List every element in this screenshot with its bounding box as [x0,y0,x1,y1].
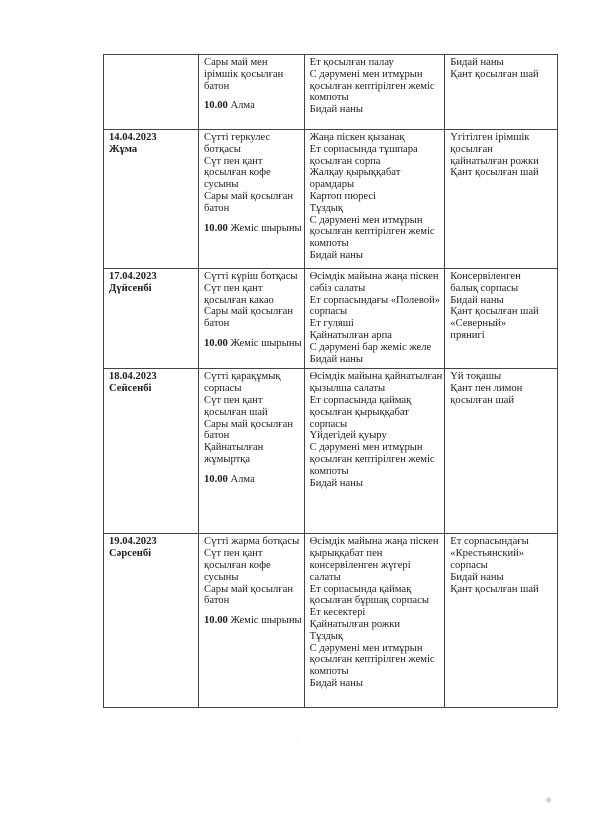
lunch-item: Қайнатылған арпа [309,329,392,341]
row-weekday: Дүйсенбі [109,282,152,294]
lunch-item: қосылған кептірілген жеміс [309,226,435,238]
row-date: 17.04.2023 [109,271,157,282]
lunch-item: компоты [309,238,349,250]
scan-speck: ❖ [545,796,553,805]
lunch-item: компоты [309,465,349,477]
snack-line [204,474,302,486]
lunch-item: Ет сорпасындағы «Полевой» [309,294,441,306]
lunch-item: қырыққабат пен [309,548,383,560]
lunch-item: қосылған сорпа [309,155,381,167]
breakfast-cell [199,55,305,130]
lunch-item: Өсімдік майына жаңа піскен [309,536,439,548]
breakfast-item: Сүтті күріш ботқасы [204,271,298,282]
lunch-item: Өсімдік майына жаңа піскен [309,271,439,282]
lunch-item: Жалқау қырыққабат [309,167,401,179]
lunch-item: Бидай наны [309,677,363,689]
snack-line [204,615,302,627]
dinner-item: Үгітілген ірімшік [450,132,530,143]
lunch-item: С дәрумені бар жеміс желе [309,341,432,353]
breakfast-item: сусыны [204,179,239,191]
breakfast-item: Сары май қосылған [204,418,294,430]
lunch-item: Бидай наны [309,353,363,365]
row-weekday: Жұма [109,143,138,155]
lunch-item: компоты [309,92,349,104]
dinner-item: Қант қосылған шай [450,167,539,179]
row-date: 14.04.2023 [109,132,157,143]
breakfast-cell [199,130,305,269]
snack-item: Жеміс шырыны [230,615,302,627]
dinner-item: «Крестьянский» [450,548,525,560]
lunch-item: салаты [309,571,341,583]
lunch-cell [304,269,445,369]
date-cell [104,534,199,708]
lunch-item: Бидай наны [309,249,363,261]
row-weekday: Сейсенбі [109,383,152,395]
breakfast-item: қосылған какао [204,294,274,306]
lunch-item: қосылған бұршақ сорпасы [309,595,429,607]
lunch-item: Жаңа піскен қызанақ [309,132,405,143]
dinner-cell [445,130,558,269]
lunch-item: компоты [309,666,349,678]
dinner-cell [445,55,558,130]
snack-line [204,100,302,112]
menu-table [103,54,558,708]
date-cell [104,369,199,534]
date-cell [104,130,199,269]
lunch-item: Ет сорпасында қаймақ [309,394,412,406]
breakfast-item: Сүтті қарақұмық [204,371,281,383]
lunch-item: Ет сорпасында тұшпара [309,143,418,155]
breakfast-item: қосылған кофе [204,167,271,179]
dinner-item: прянигі [450,329,485,341]
breakfast-item: батон [204,430,230,442]
menu-row [104,130,558,269]
dinner-item: Қант қосылған шай [450,306,539,318]
date-cell [104,55,199,130]
lunch-item: Ет қосылған палау [309,57,394,68]
lunch-item: қосылған кептірілген жеміс [309,80,435,92]
breakfast-cell [199,534,305,708]
breakfast-item: Сары май мен [204,57,268,68]
lunch-item: сәбіз салаты [309,282,366,294]
breakfast-item: қосылған шай [204,406,268,418]
row-date: 19.04.2023 [109,536,157,548]
snack-time: 10.00 [204,615,228,627]
dinner-cell [445,534,558,708]
menu-row [104,534,558,708]
breakfast-item: батон [204,202,230,214]
menu-row [104,369,558,534]
breakfast-cell [199,269,305,369]
snack-time: 10.00 [204,222,228,234]
lunch-item: Ет кесектері [309,607,366,619]
lunch-item: С дәрумені мен итмұрын [309,442,423,454]
dinner-item: қосылған [450,143,493,155]
lunch-item: қосылған кептірілген жеміс [309,453,435,465]
lunch-cell [304,55,445,130]
breakfast-item: Сүт пен қант [204,155,263,167]
breakfast-item: батон [204,80,230,92]
lunch-item: Қайнатылған рожки [309,618,401,630]
dinner-item: Қант қосылған шай [450,583,539,595]
breakfast-item: сорпасы [204,383,242,395]
lunch-item: С дәрумені мен итмұрын [309,642,423,654]
menu-table-body [104,55,558,708]
dinner-item: сорпасы [450,559,488,571]
breakfast-item: Сүт пен қант [204,282,263,294]
menu-row [104,269,558,369]
snack-item: Алма [230,473,255,485]
snack-time: 10.00 [204,473,228,485]
row-weekday: Сәрсенбі [109,548,152,560]
lunch-item: Бидай наны [309,477,363,489]
lunch-item: қосылған қырыққабат [309,406,409,418]
dinner-item: қосылған шай [450,394,514,406]
dinner-item: Үй тоқашы [450,371,502,383]
breakfast-item: Сары май қосылған [204,190,294,202]
dinner-item: балық сорпасы [450,282,519,294]
breakfast-item: жұмыртқа [204,453,251,465]
breakfast-cell [199,369,305,534]
dinner-cell [445,369,558,534]
breakfast-item: батон [204,318,230,330]
breakfast-item: ботқасы [204,143,241,155]
lunch-cell [304,534,445,708]
breakfast-item: Сары май қосылған [204,306,294,318]
lunch-item: Үйдегідей қуыру [309,430,387,442]
lunch-cell [304,369,445,534]
dinner-item: қайнатылған рожки [450,155,539,167]
dinner-item: Консервіленген [450,271,521,282]
dinner-item: Бидай наны [450,571,504,583]
breakfast-item: Сары май қосылған [204,583,294,595]
row-date: 18.04.2023 [109,371,157,383]
breakfast-item: қосылған кофе [204,559,271,571]
lunch-item: орамдары [309,179,355,191]
breakfast-item: ірімшік қосылған [204,68,284,80]
lunch-item: Картоп пюресі [309,190,377,202]
snack-item: Алма [230,100,255,112]
lunch-item: сорпасы [309,306,348,318]
lunch-item: Өсімдік майына қайнатылған [309,371,443,383]
snack-item: Жеміс шырыны [230,222,302,234]
breakfast-item: Сүтті жарма ботқасы [204,536,300,548]
breakfast-item: сусыны [204,571,239,583]
lunch-cell [304,130,445,269]
dinner-item: Бидай наны [450,294,504,306]
breakfast-item: батон [204,595,230,607]
dinner-item: Ет сорпасындағы [450,536,529,548]
dinner-cell [445,269,558,369]
dinner-item: «Северный» [450,318,507,330]
lunch-item: Ет гуляші [309,318,354,330]
snack-item: Жеміс шырыны [230,337,302,349]
snack-time: 10.00 [204,100,228,112]
lunch-item: консервіленген жүгері [309,559,411,571]
snack-line [204,338,302,350]
snack-line [204,223,302,235]
lunch-item: қызылша салаты [309,383,386,395]
scan-speck: · [296,737,299,745]
date-cell [104,269,199,369]
lunch-item: Ет сорпасында қаймақ [309,583,412,595]
lunch-item: Тұздық [309,202,344,214]
lunch-item: Бидай наны [309,104,363,116]
menu-row [104,55,558,130]
dinner-item: Қант қосылған шай [450,68,539,80]
lunch-item: сорпасы [309,418,348,430]
lunch-item: Тұздық [309,630,344,642]
lunch-item: қосылған кептірілген жеміс [309,654,435,666]
dinner-item: Бидай наны [450,57,504,68]
breakfast-item: Қайнатылған [204,442,264,454]
lunch-item: С дәрумені мен итмұрын [309,214,423,226]
snack-time: 10.00 [204,337,228,349]
dinner-item: Қант пен лимон [450,383,523,395]
breakfast-item: Сүт пен қант [204,548,263,560]
breakfast-item: Сүтті геркулес [204,132,271,143]
breakfast-item: Сүт пен қант [204,394,263,406]
lunch-item: С дәрумені мен итмұрын [309,68,423,80]
